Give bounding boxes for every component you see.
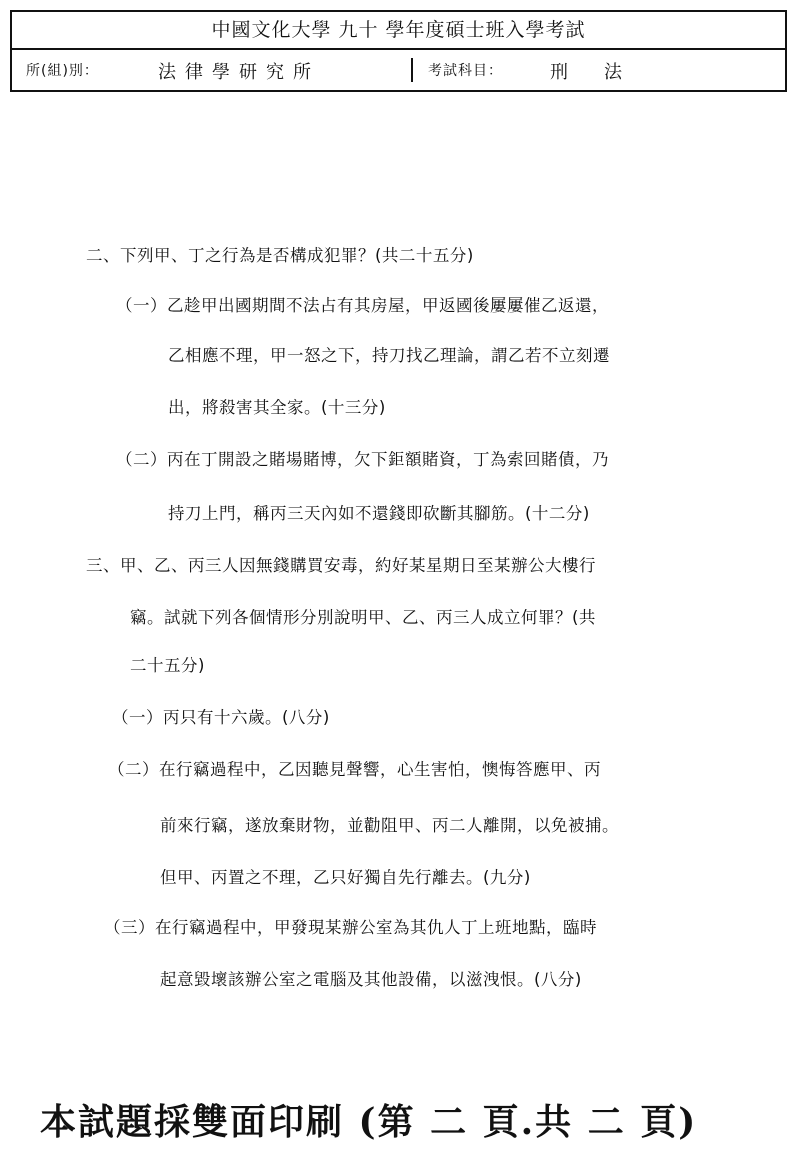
question-3-heading-line-3: 二十五分) xyxy=(130,656,205,675)
subject-value: 刑法 xyxy=(550,62,658,83)
question-3-2-line-2: 前來行竊，遂放棄財物，並勸阻甲、丙二人離開，以免被捕。 xyxy=(160,816,619,835)
exam-info-row xyxy=(12,50,785,90)
question-3-2-line-1: （二）在行竊過程中，乙因聽見聲響，心生害怕，懊悔答應甲、丙 xyxy=(108,760,601,779)
question-2-1-line-3: 出，將殺害其全家。(十三分) xyxy=(168,398,386,417)
question-3-2-line-3: 但甲、丙置之不理，乙只好獨自先行離去。(九分) xyxy=(160,868,531,887)
question-2-1-line-2: 乙相應不理，甲一怒之下，持刀找乙理論，謂乙若不立刻遷 xyxy=(168,346,610,365)
question-3-3-line-2: 起意毀壞該辦公室之電腦及其他設備，以滋洩恨。(八分) xyxy=(160,970,582,989)
department-value: 法律學研究所 xyxy=(158,62,320,83)
print-note: 本試題採雙面印刷 (第 二 頁.共 二 頁) xyxy=(40,1101,698,1143)
exam-header xyxy=(10,10,787,92)
question-2-2-line-1: （二）丙在丁開設之賭場賭博，欠下鉅額賭資，丁為索回賭債，乃 xyxy=(116,450,609,469)
exam-title: 中國文化大學 九十 學年度碩士班入學考試 xyxy=(12,12,785,50)
question-3-heading-line-2: 竊。試就下列各個情形分別說明甲、乙、丙三人成立何罪？(共 xyxy=(130,608,596,627)
question-2-1-line-1: （一）乙趁甲出國期間不法占有其房屋，甲返國後屢屢催乙返還， xyxy=(116,296,609,315)
question-3-3-line-1: （三）在行竊過程中，甲發現某辦公室為其仇人丁上班地點，臨時 xyxy=(104,918,597,937)
question-3-1-line-1: （一）丙只有十六歲。(八分) xyxy=(112,708,330,727)
question-2-heading: 二、下列甲、丁之行為是否構成犯罪？(共二十五分) xyxy=(86,246,474,265)
department-label: 所(組)別： xyxy=(26,63,99,79)
subject-label: 考試科目： xyxy=(428,63,503,79)
question-2-2-line-2: 持刀上門，稱丙三天內如不還錢即砍斷其腳筋。(十二分) xyxy=(168,504,590,523)
question-3-heading-line-1: 三、甲、乙、丙三人因無錢購買安毒，約好某星期日至某辦公大樓行 xyxy=(86,556,596,575)
divider xyxy=(411,58,413,82)
